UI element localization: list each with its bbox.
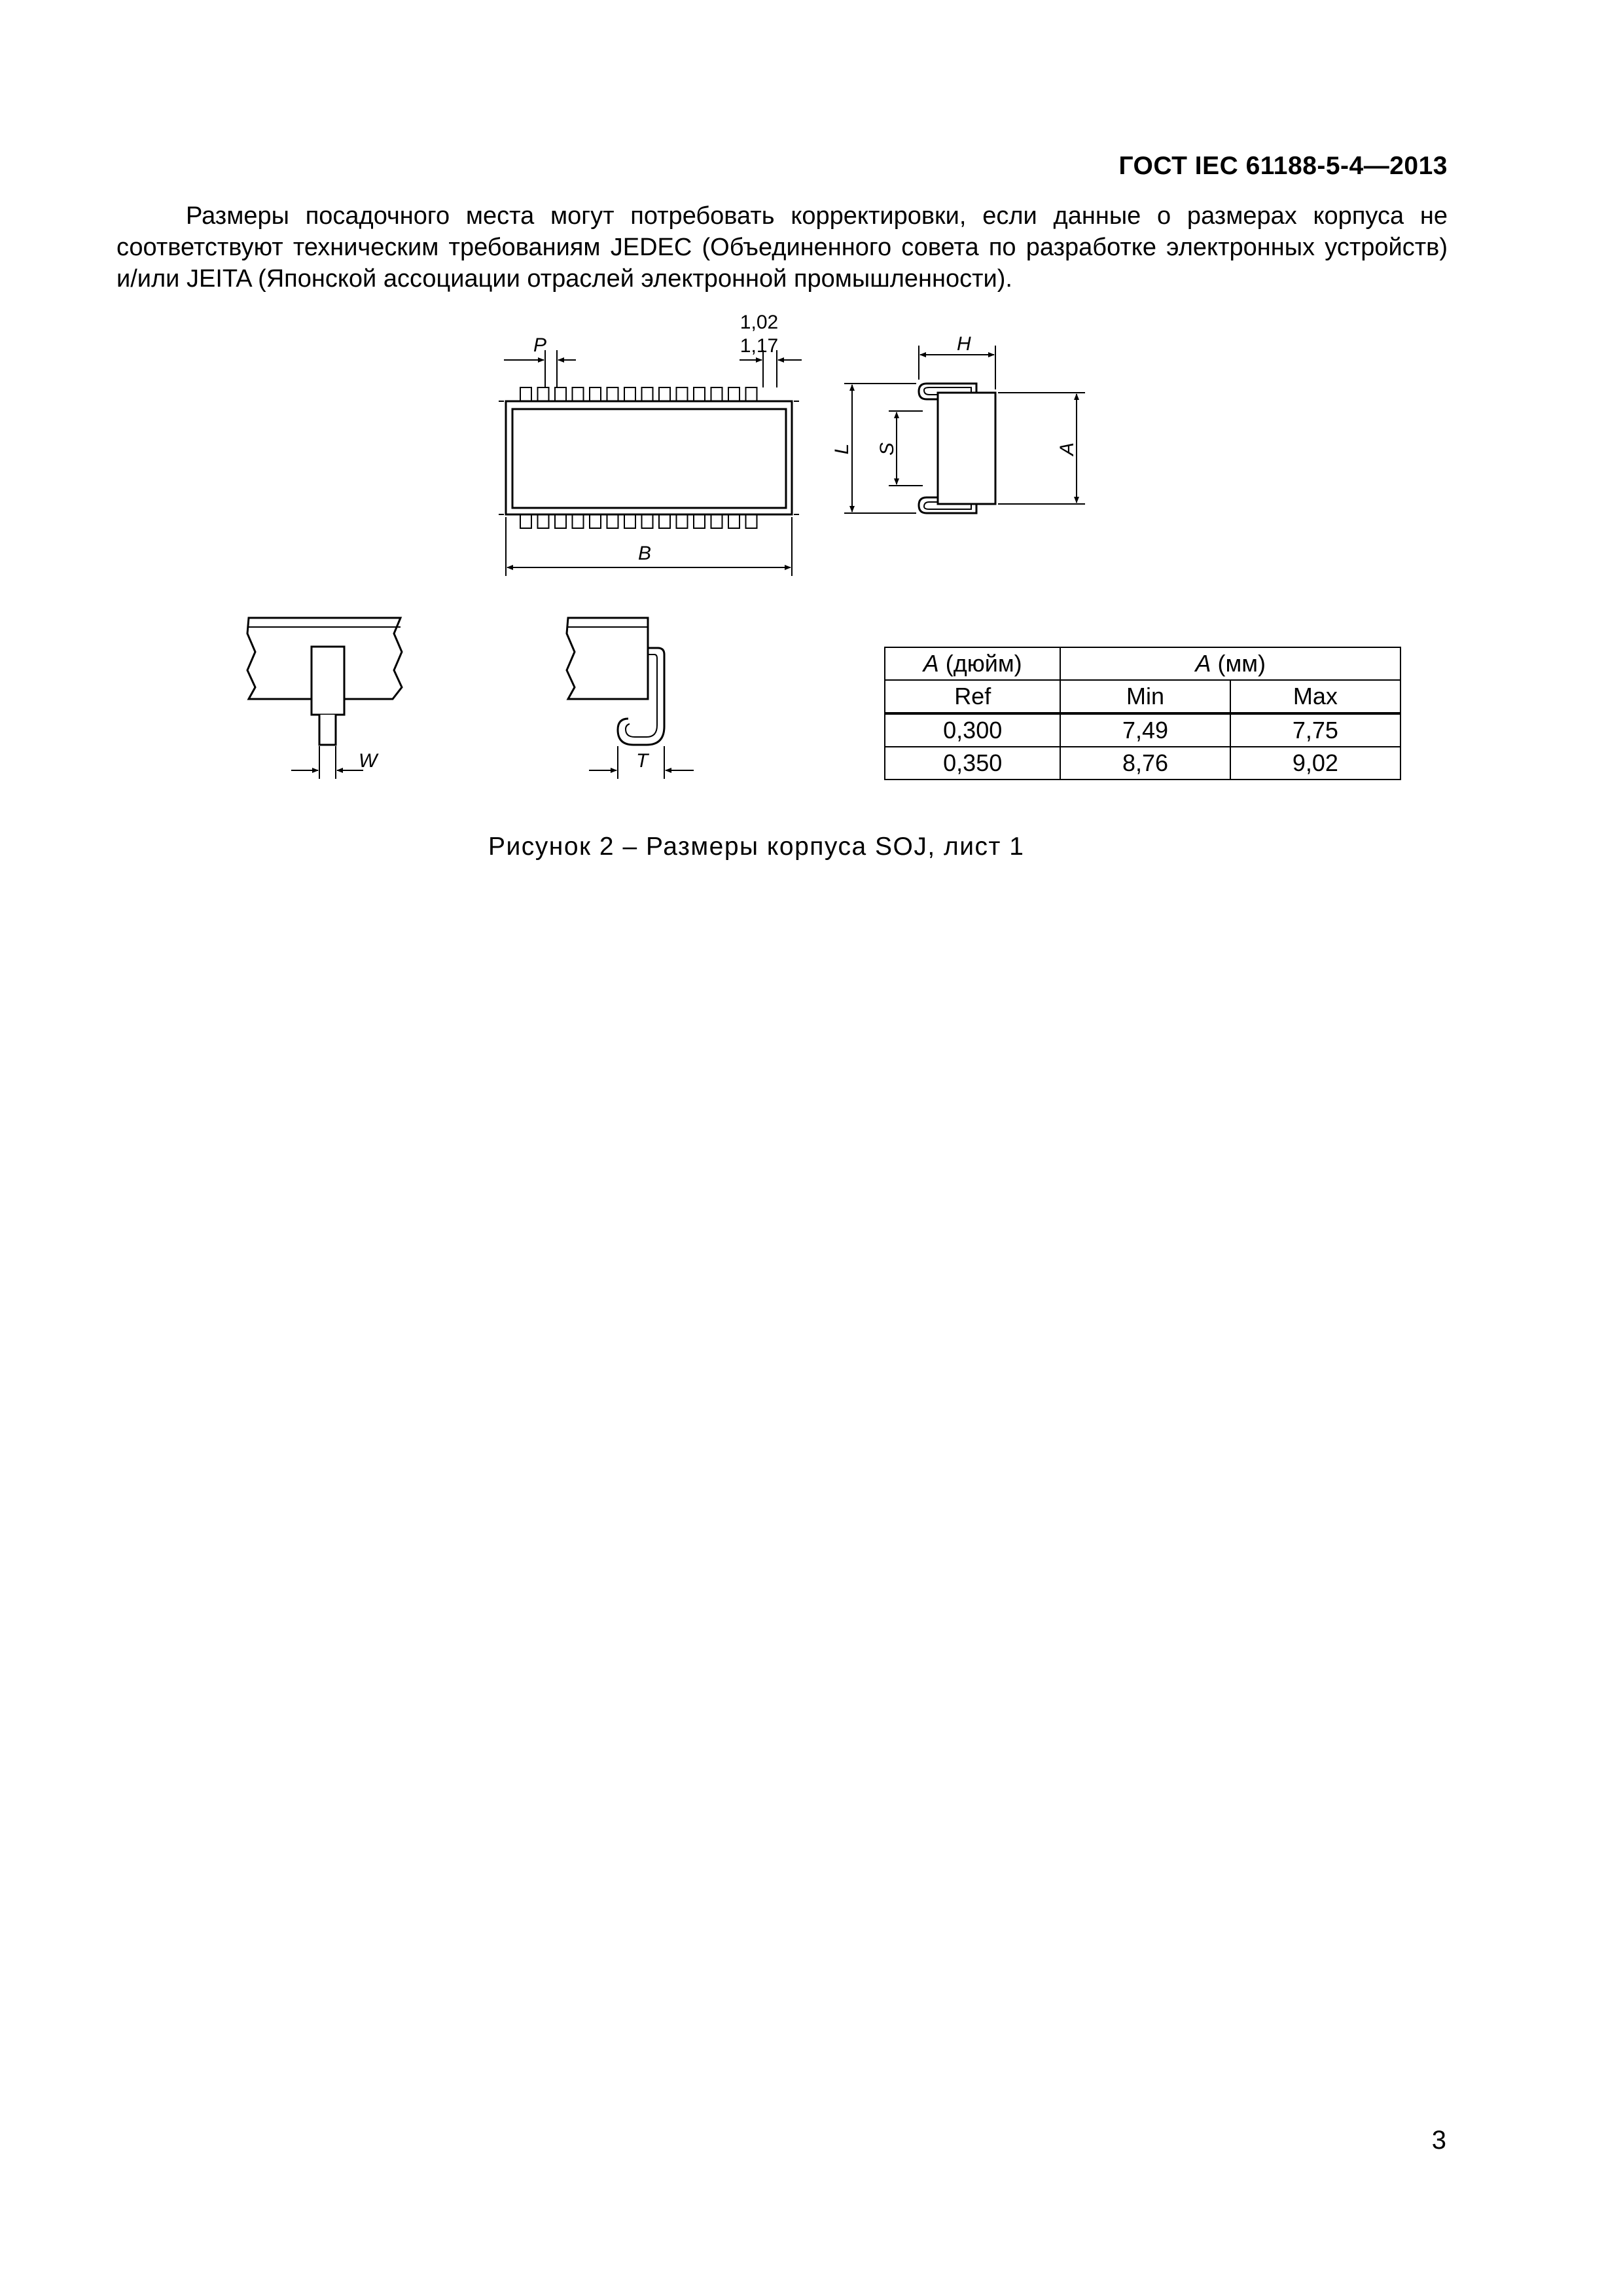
pin bbox=[711, 514, 722, 528]
side-view bbox=[844, 346, 1085, 513]
label-w: W bbox=[359, 750, 378, 772]
package-body-outer bbox=[506, 401, 792, 514]
lead-shoulder bbox=[312, 647, 344, 715]
dimensions-table bbox=[884, 647, 1401, 780]
label-h: H bbox=[957, 333, 971, 355]
pin bbox=[728, 387, 740, 401]
pin bbox=[746, 387, 757, 401]
pin bbox=[677, 387, 688, 401]
pin bbox=[538, 387, 549, 401]
table-row bbox=[885, 747, 1400, 780]
side-body bbox=[938, 393, 995, 504]
pin bbox=[694, 514, 705, 528]
pin bbox=[520, 514, 531, 528]
label-dim-1-17: 1,17 bbox=[740, 335, 779, 357]
cell-ref: 0,300 bbox=[885, 713, 1060, 747]
label-dim-1-02: 1,02 bbox=[740, 312, 779, 333]
pin bbox=[590, 514, 601, 528]
cell-max: 9,02 bbox=[1230, 747, 1400, 780]
body-side-section bbox=[567, 618, 648, 699]
paragraph-text: Размеры посадочного места могут потребовать корректировки, если данные о размерах корпуса не соответствуют техническим требованиям JEDEC (Объединенного совета по разработке электронных устройств) и/или JEITA (Японской ассоциации отраслей электронной промышленности). bbox=[116, 202, 1448, 293]
pin bbox=[624, 514, 635, 528]
table-row bbox=[885, 713, 1400, 747]
document-header: ГОСТ IEC 61188-5-4—2013 bbox=[1118, 152, 1448, 180]
pin bbox=[642, 514, 653, 528]
label-l: L bbox=[831, 443, 853, 455]
pin bbox=[607, 514, 618, 528]
pin bbox=[607, 387, 618, 401]
pin bbox=[642, 387, 653, 401]
bottom-pin-row bbox=[520, 514, 757, 528]
header-a-mm: A (мм) bbox=[1060, 647, 1400, 680]
label-a: A bbox=[1056, 442, 1078, 456]
pin bbox=[694, 387, 705, 401]
pin bbox=[555, 387, 566, 401]
label-b: B bbox=[638, 543, 652, 564]
pin bbox=[624, 387, 635, 401]
header-a-inch: A (дюйм) bbox=[885, 647, 1060, 680]
package-body-inner bbox=[512, 409, 786, 508]
label-p: P bbox=[533, 334, 547, 356]
pin bbox=[677, 514, 688, 528]
lead-thickness-detail bbox=[567, 618, 694, 779]
pin bbox=[728, 514, 740, 528]
subheader-ref: Ref bbox=[885, 680, 1060, 713]
lead-tip bbox=[319, 715, 336, 745]
table-subheader-row bbox=[885, 680, 1400, 713]
label-t: T bbox=[636, 750, 649, 772]
label-s: S bbox=[876, 442, 898, 456]
table-header-row bbox=[885, 647, 1400, 680]
cell-min: 7,49 bbox=[1060, 713, 1230, 747]
pin bbox=[590, 387, 601, 401]
lead-width-detail bbox=[247, 618, 402, 779]
pin bbox=[555, 514, 566, 528]
j-lead-bottom bbox=[919, 497, 976, 513]
page-number: 3 bbox=[1431, 2126, 1446, 2155]
pin bbox=[520, 387, 531, 401]
pin bbox=[659, 514, 670, 528]
subheader-min: Min bbox=[1060, 680, 1230, 713]
cell-ref: 0,350 bbox=[885, 747, 1060, 780]
j-lead-top bbox=[919, 384, 976, 399]
figure-caption: Рисунок 2 – Размеры корпуса SOJ, лист 1 bbox=[488, 833, 1025, 861]
pin bbox=[538, 514, 549, 528]
pin bbox=[659, 387, 670, 401]
pin bbox=[746, 514, 757, 528]
pin bbox=[573, 514, 584, 528]
subheader-max: Max bbox=[1230, 680, 1400, 713]
top-pin-row bbox=[520, 387, 757, 401]
pin bbox=[573, 387, 584, 401]
cell-max: 7,75 bbox=[1230, 713, 1400, 747]
pin bbox=[711, 387, 722, 401]
cell-min: 8,76 bbox=[1060, 747, 1230, 780]
